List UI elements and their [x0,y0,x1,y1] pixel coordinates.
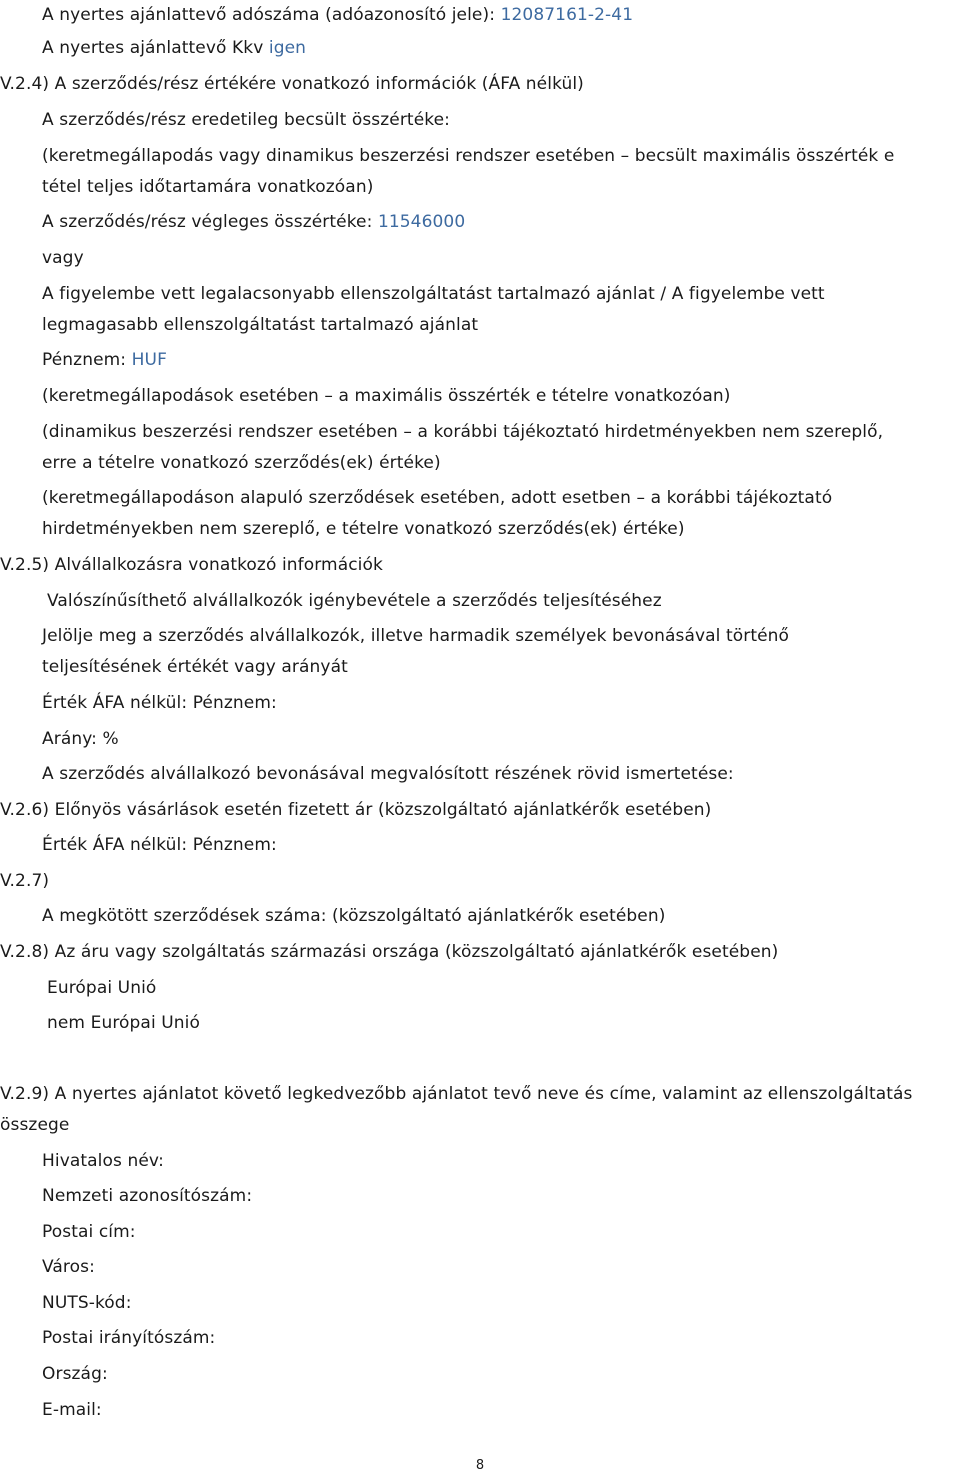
field-email: E-mail: [42,1400,102,1420]
framework-contract-note-2: hirdetményekben nem szereplő, e tételre vonatkozó szerződés(ek) értéke) [42,519,685,539]
field-country: Ország: [42,1364,108,1384]
dynamic-note-2: erre a tételre vonatkozó szerződés(ek) értéke) [42,453,441,473]
field-national-id: Nemzeti azonosítószám: [42,1186,253,1206]
section-heading-v25: V.2.5) Alvállalkozásra vonatkozó információk [0,555,383,575]
section-heading-v27: V.2.7) [0,871,50,891]
winner-tax-id-value: 12087161-2-41 [500,5,634,25]
field-city: Város: [42,1257,95,1277]
contract-count-line: A megkötött szerződések száma: (közszolgáltató ajánlatkérők esetében) [42,906,666,926]
winner-tax-id-line [42,5,633,25]
or-text: vagy [42,248,84,268]
winner-tax-id-label: A nyertes ajánlattevő adószáma (adóazonosító jele): [42,5,496,25]
currency-label: Pénznem: [42,350,127,370]
field-nuts-code: NUTS-kód: [42,1293,132,1313]
offer-line-1: A figyelembe vett legalacsonyabb ellenszolgáltatást tartalmazó ajánlat / A figyelembe vett [42,284,825,304]
subcontracting-indicate-1: Jelölje meg a szerződés alvállalkozók, illetve harmadik személyek bevonásával történő [42,626,790,646]
offer-line-2: legmagasabb ellenszolgáltatást tartalmazó ajánlat [42,315,479,335]
final-value-line [42,212,465,232]
section-heading-v26: V.2.6) Előnyös vásárlások esetén fizetett ár (közszolgáltató ajánlatkérők esetében) [0,800,712,820]
winner-sme-value: igen [268,38,307,58]
final-value-label: A szerződés/rész végleges összértéke: [42,212,373,232]
subcontracting-indicate-2: teljesítésének értékét vagy arányát [42,657,348,677]
final-value: 11546000 [377,212,466,232]
dynamic-note-1: (dinamikus beszerzési rendszer esetében – a korábbi tájékoztató hirdetményekben nem szereplő, [42,422,884,442]
origin-eu: Európai Unió [47,978,157,998]
origin-non-eu: nem Európai Unió [47,1013,201,1033]
section-heading-v29-line-1: V.2.9) A nyertes ajánlatot követő legkedvezőbb ajánlatot tevő neve és címe, valamint az ellenszolgáltatás [0,1084,913,1104]
estimated-value-note-1: (keretmegállapodás vagy dinamikus beszerzési rendszer esetében – becsült maximális összérték e [42,146,895,166]
page-number: 8 [475,1458,485,1473]
field-official-name: Hivatalos név: [42,1151,164,1171]
section-heading-v28: V.2.8) Az áru vagy szolgáltatás származási országa (közszolgáltató ajánlatkérők esetében) [0,942,779,962]
currency-line [42,350,167,370]
section-heading-v24: V.2.4) A szerződés/rész értékére vonatkozó információk (ÁFA nélkül) [0,74,584,94]
subcontracting-value-line: Érték ÁFA nélkül: Pénznem: [42,693,277,713]
estimated-value-label: A szerződés/rész eredetileg becsült összértéke: [42,110,450,130]
framework-contract-note-1: (keretmegállapodáson alapuló szerződések esetében, adott esetben – a korábbi tájékoztató [42,488,833,508]
winner-sme-line [42,38,306,58]
framework-note: (keretmegállapodások esetében – a maximális összérték e tételre vonatkozóan) [42,386,731,406]
subcontracting-description-line: A szerződés alvállalkozó bevonásával megvalósított részének rövid ismertetése: [42,764,734,784]
winner-sme-label: A nyertes ajánlattevő Kkv [42,38,264,58]
field-postal-address: Postai cím: [42,1222,136,1242]
bargain-value-line: Érték ÁFA nélkül: Pénznem: [42,835,277,855]
subcontracting-ratio-line: Arány: % [42,729,119,749]
estimated-value-note-2: tétel teljes időtartamára vonatkozóan) [42,177,374,197]
section-heading-v29-line-2: összege [0,1115,70,1135]
currency-value: HUF [131,350,167,370]
subcontracting-likely: Valószínűsíthető alvállalkozók igénybevétele a szerződés teljesítéséhez [47,591,662,611]
field-postal-code: Postai irányítószám: [42,1328,216,1348]
